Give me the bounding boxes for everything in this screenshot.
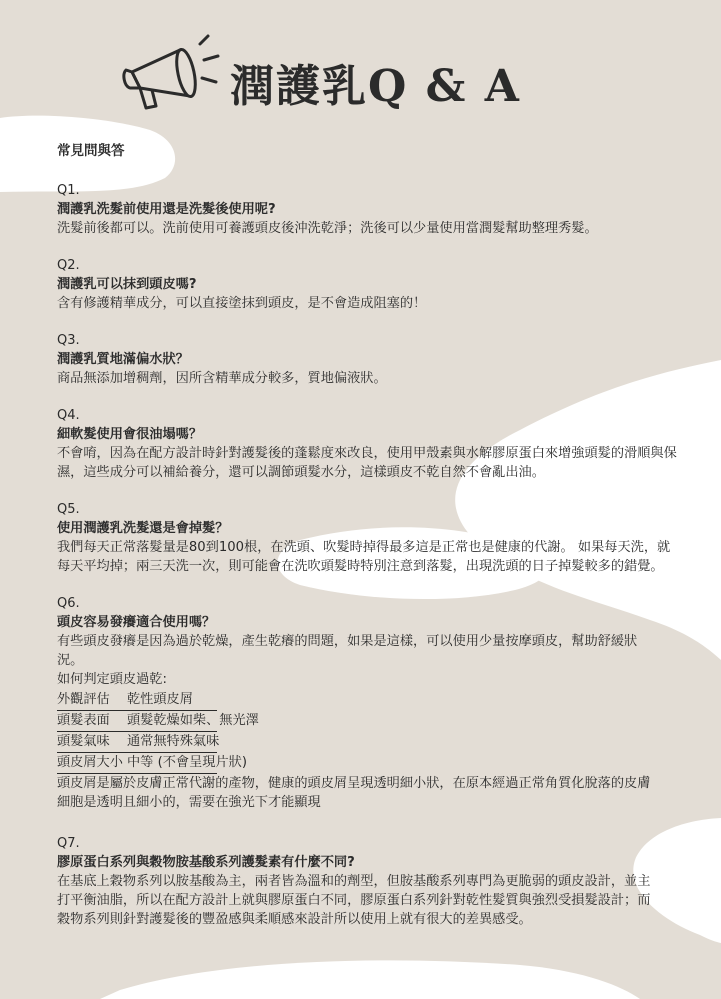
blob-bottom bbox=[100, 960, 640, 999]
question-text: 潤護乳洗髮前使用還是洗髮後使用呢? bbox=[57, 202, 276, 217]
qa-item bbox=[57, 181, 677, 238]
answer-text: 不會唷，因為在配方設計時針對護髮後的蓬鬆度來改良，使用甲殼素與水解膠原蛋白來增強頭髮的滑順與保濕，這些成分可以補給養分，還可以調節頭髮水分，這樣頭皮不乾自然不會亂出油。 bbox=[57, 446, 677, 480]
question-number: Q4. bbox=[57, 408, 80, 423]
question-text: 頭皮容易發癢適合使用嗎？ bbox=[57, 615, 216, 630]
answer-text: 在基底上穀物系列以胺基酸為主，兩者皆為溫和的劑型，但胺基酸系列專門為更脆弱的頭皮設計，並主打平衡油脂，所以在配方設計上就與膠原蛋白不同，膠原蛋白系列針對乾性髮質與強烈受損髮設計；而穀物系列則針對護髮後的豐盈感與柔順感來設計所以使用上就有很大的差異感受。 bbox=[57, 874, 651, 927]
table-row bbox=[57, 711, 259, 732]
table-row-key: 外觀評估 bbox=[57, 692, 110, 707]
table-row bbox=[57, 690, 217, 711]
table-row-key: 頭髮氣味 bbox=[57, 734, 110, 749]
table-row-key: 頭髮表面 bbox=[57, 713, 110, 728]
table-row bbox=[57, 753, 247, 774]
qa-content bbox=[57, 142, 677, 947]
question-number: Q6. bbox=[57, 596, 80, 611]
question-number: Q3. bbox=[57, 333, 80, 348]
question-text: 細軟髮使用會很油塌嗎？ bbox=[57, 427, 203, 442]
question-number: Q1. bbox=[57, 183, 80, 198]
table-row-value: 頭髮乾燥如柴、無光澤 bbox=[127, 713, 259, 728]
judge-label: 如何判定頭皮過乾: bbox=[57, 672, 167, 687]
qa-item-q7 bbox=[57, 834, 677, 929]
dry-scalp-table bbox=[57, 690, 677, 774]
table-row-value: 中等 (不會呈現片狀) bbox=[127, 755, 247, 770]
question-number: Q2. bbox=[57, 258, 80, 273]
megaphone-icon bbox=[118, 30, 228, 115]
answer-text: 洗髮前後都可以。洗前使用可養護頭皮後沖洗乾淨；洗後可以少量使用當潤髮幫助整理秀髮。 bbox=[57, 221, 598, 236]
table-row-value: 通常無特殊氣味 bbox=[127, 734, 220, 749]
question-text: 使用潤護乳洗髮還是會掉髮？ bbox=[57, 521, 229, 536]
answer-text: 我們每天正常落髮量是80到100根，在洗頭、吹髮時掉得最多這是正常也是健康的代謝。 如果每天洗，就每天平均掉；兩三天洗一次，則可能會在洗吹頭髮時特別注意到落髮，出現洗頭的日子掉髮較多的錯覺。 bbox=[57, 540, 671, 574]
section-heading: 常見問與答 bbox=[57, 143, 125, 159]
question-number: Q7. bbox=[57, 836, 80, 851]
qa-list bbox=[57, 181, 677, 576]
answer-text: 商品無添加增稠劑，因所含精華成分較多，質地偏液狀。 bbox=[57, 371, 387, 386]
qa-item bbox=[57, 256, 677, 313]
table-row-value: 乾性頭皮屑 bbox=[127, 692, 193, 707]
table-row-key: 頭皮屑大小 bbox=[57, 755, 123, 770]
question-text: 潤護乳質地滿偏水狀？ bbox=[57, 352, 189, 367]
question-text: 膠原蛋白系列與穀物胺基酸系列護髮素有什麼不同? bbox=[57, 855, 355, 870]
answer-text: 含有修護精華成分，可以直接塗抹到頭皮，是不會造成阻塞的！ bbox=[57, 296, 427, 311]
qa-item bbox=[57, 500, 677, 576]
table-row bbox=[57, 732, 220, 753]
dandruff-note: 頭皮屑是屬於皮膚正常代謝的產物，健康的頭皮屑呈現透明細小狀，在原本經過正常角質化脫落的皮膚細胞是透明且細小的，需要在強光下才能顯現 bbox=[57, 776, 651, 810]
question-number: Q5. bbox=[57, 502, 80, 517]
answer-text: 有些頭皮發癢是因為過於乾燥，產生乾癢的問題，如果是這樣，可以使用少量按摩頭皮，幫助舒緩狀況。 bbox=[57, 634, 638, 668]
qa-item bbox=[57, 331, 677, 388]
qa-item-q6 bbox=[57, 594, 677, 812]
question-text: 潤護乳可以抹到頭皮嗎? bbox=[57, 277, 197, 292]
page-title: 潤護乳Q & A bbox=[230, 61, 521, 112]
qa-item bbox=[57, 406, 677, 482]
